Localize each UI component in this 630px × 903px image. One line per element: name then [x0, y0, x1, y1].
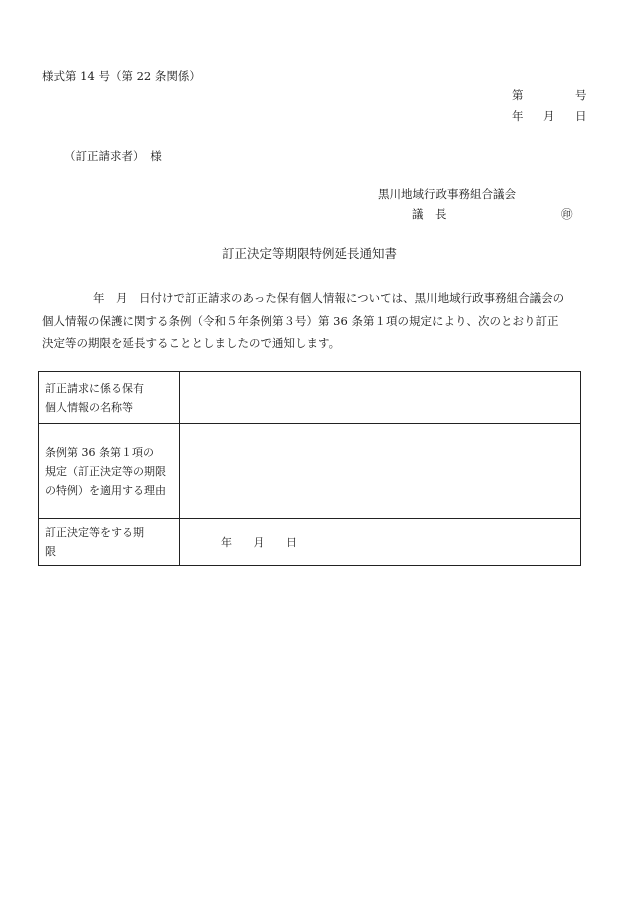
row2-label-line1: 条例第 36 条第１項の [45, 445, 154, 459]
header-date-month: 月 [543, 109, 555, 123]
row2-label [39, 424, 180, 519]
row2-value [180, 424, 581, 519]
table-row [39, 372, 581, 424]
row3-label-line2: 限 [45, 545, 56, 558]
row1-label [39, 372, 180, 424]
form-number: 様式第 14 号（第 22 条関係） [42, 69, 201, 83]
doc-number-suffix: 号 [575, 88, 587, 102]
row3-day: 日 [286, 535, 297, 549]
row3-value [180, 519, 581, 566]
row3-month: 月 [253, 535, 265, 549]
row1-value [180, 372, 581, 424]
body-line-1: 年 月 日付けで訂正請求のあった保有個人情報については、黒川地域行政事務組合議会の [93, 291, 565, 305]
doc-number-prefix: 第 [512, 88, 524, 102]
table-row [39, 519, 581, 566]
details-table [38, 371, 581, 566]
header-date-day: 日 [575, 109, 587, 123]
row3-label [39, 519, 180, 566]
row2-label-line3: の特例）を適用する理由 [45, 483, 166, 497]
row1-label-line1: 訂正請求に係る保有 [45, 381, 144, 395]
body-line-2: 個人情報の保護に関する条例（令和５年条例第３号）第 36 条第１項の規定により、次のとおり訂正 [42, 314, 559, 328]
row3-year: 年 [221, 535, 232, 549]
table-row [39, 424, 581, 519]
issuer-organization: 黒川地域行政事務組合議会 [378, 187, 516, 201]
row2-label-line2: 規定（訂正決定等の期限 [45, 464, 166, 478]
document-title: 訂正決定等期限特例延長通知書 [222, 246, 398, 261]
seal-mark: ㊞ [561, 207, 573, 221]
row3-label-line1: 訂正決定等をする期 [45, 526, 144, 539]
issuer-title: 議 長 [412, 207, 447, 221]
header-date-year: 年 [512, 109, 524, 123]
addressee: （訂正請求者） 様 [64, 149, 162, 163]
body-line-3: 決定等の期限を延長することとしましたので通知します。 [42, 336, 341, 350]
row1-label-line2: 個人情報の名称等 [45, 400, 133, 414]
